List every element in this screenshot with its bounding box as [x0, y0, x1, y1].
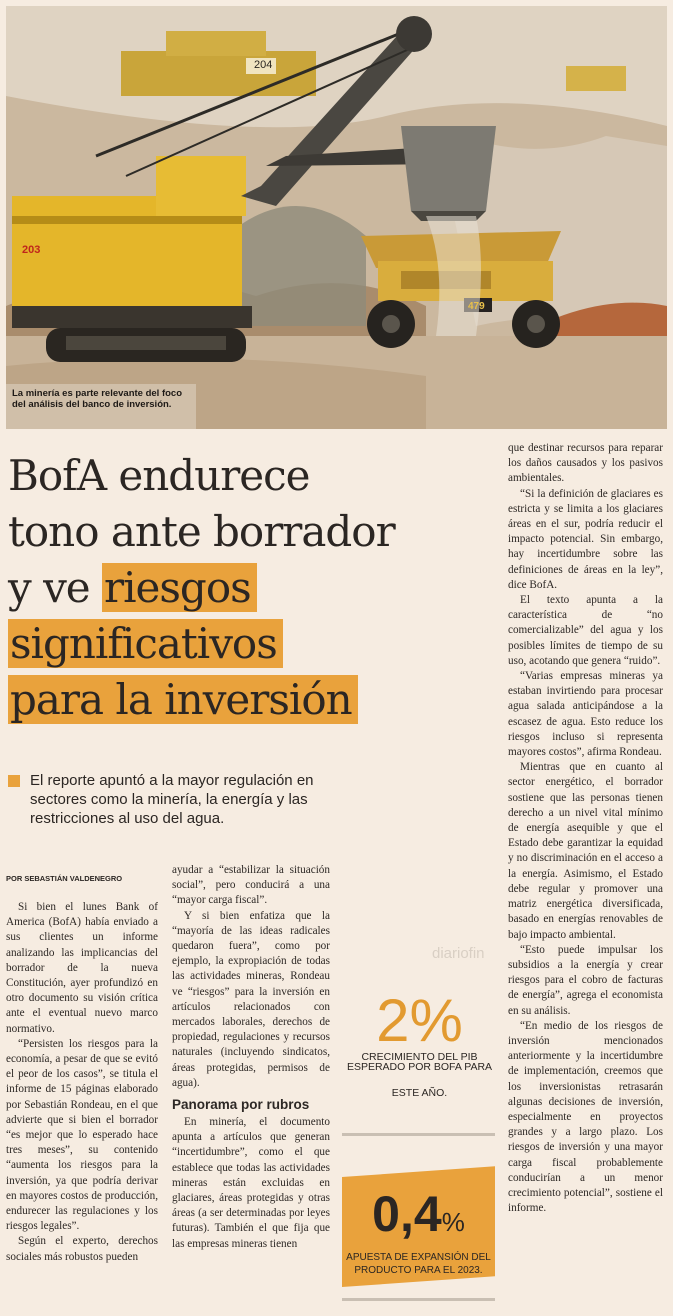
col3-paragraph-7: “En medio de los riesgos de inversión mencionados anteriormente y la incertidumbre de implementación, creemos que los inversionistas retrasarán algunas decisiones de inversión, especialmente en proyectos grandes y a largo plazo. Los riesgos de inversión y una mayor carga fiscal probablemente conducirían a un menor crecimiento potencial”, sostiene el informe.: [508, 1019, 663, 1215]
col1-paragraph-1: Si bien el lunes Bank of America (BofA) había enviado a sus clientes un informe analizando las implicancias del borrador de la nueva Constitución, ayer profundizó en otro documento su visión crítica ante el eventual nuevo marco normativo.: [6, 901, 158, 1035]
headline-line-3: [8, 560, 458, 616]
col2-paragraph-2: Y si bien enfatiza que la “mayoría de las ideas radicales quedaron fuera”, como por ejemplo, la expropiación de todas las actividades mineras, Rondeau ve “riesgos” para la inversión en artículos relacionados con mercados laborales, derechos de propiedad, regulaciones y recursos naturales (incluyendo sindicatos, áreas protegidas, permisos de agua).: [172, 909, 330, 1089]
stat-gdp-growth: [342, 988, 497, 1100]
lead-summary: El reporte apuntó a la mayor regulación en sectores como la minería, la energía y las restricciones al uso del agua.: [30, 772, 314, 827]
watermark: diariofin: [432, 945, 485, 962]
col1-paragraph-2: “Persisten los riesgos para la economía, a pesar de que se evitó el peor de los casos”, se titula el informe de 15 páginas elaborado por Sebastián Rondeau, en el que advierte que si bien el borrador “es mejor que lo esperado hace tres meses”, su contenido “aumenta los riesgos para la inversión, ya que podría derivar en mayores costos de producción, endurecer las regulaciones y los riesgos legales”.: [6, 1037, 158, 1233]
stat-expansion: [342, 1185, 495, 1277]
headline-line-5: [8, 672, 458, 728]
headline-line-3-plain: y ve: [8, 563, 103, 612]
article-column-2: [172, 863, 330, 1252]
stat-gdp-label-1: CRECIMIENTO DEL PIB: [361, 1051, 478, 1063]
stat-divider-bottom: [342, 1298, 495, 1301]
col3-paragraph-4: “Varias empresas mineras ya estaban invirtiendo para procesar agua salada anticipándose a la escasez de agua. Esto reduce los riesgos incluso si representa mayores costos”, afirma Rondeau.: [508, 670, 663, 759]
headline-highlight-inversion: para la inversión: [8, 675, 358, 724]
headline-highlight-riesgos: riesgos: [102, 563, 257, 612]
col3-paragraph-5: Mientras que en cuanto al sector energético, el borrador sostiene que las personas tienen derecho a un nivel vital mínimo de energía asequible y que el Estado debe garantizar la equidad y no discriminación en el acceso a la energía. Asimismo, el Estado debe regular y promover una matriz energética diversificada, basado en energías renovables de bajo impacto ambiental.: [508, 761, 663, 941]
stat-expansion-value: [342, 1185, 495, 1251]
stat-divider-top: [342, 1133, 495, 1136]
subhead-panorama: Panorama por rubros: [172, 1097, 310, 1113]
stat-expansion-number: 0,4: [372, 1186, 442, 1242]
stat-gdp-label-3: ESTE AÑO.: [391, 1087, 448, 1099]
stat-expansion-unit: %: [441, 1207, 465, 1237]
lead-bullet-square: [8, 775, 20, 787]
headline-highlight-significativos: significativos: [8, 619, 283, 668]
stat-gdp-label-2: ESPERADO POR BOFA PARA: [346, 1061, 493, 1073]
article-column-1: [6, 900, 158, 1265]
article-column-3: [508, 441, 663, 1216]
stat-gdp-value: 2%: [376, 987, 463, 1054]
col3-paragraph-6: “Esto puede impulsar los subsidios a la energía y crear riesgos para el cobro de facturas de energía”, agrega el economista en su análisis.: [508, 943, 663, 1017]
col2-paragraph-3: En minería, el documento apunta a artículos que generan “incertidumbre”, como el que establece que todas las actividades mineras están excluidas en glaciares, áreas protegidas y otras áreas (a ser determinadas por leyes futuras). También el que fija que las empresas mineras tienen: [172, 1116, 330, 1250]
col2-paragraph-1: ayudar a “estabilizar la situación social”, pero conducirá a una “mayor carga fiscal”.: [172, 864, 330, 907]
col3-paragraph-2: “Si la definición de glaciares es estricta y se limita a los glaciares áreas en el sur, podría reducir el impacto potencial. Sin embargo, hay incertidumbre sobre las definiciones de áreas en la ley”, dice BofA.: [508, 487, 663, 591]
stat-expansion-label: APUESTA DE EXPANSIÓN DEL PRODUCTO PARA EL 2023.: [346, 1252, 491, 1276]
col3-paragraph-3: El texto apunta a la característica de “no comercializable” del agua y los posibles límites de tiempo de su uso, acotando que genera “ruido”.: [508, 594, 663, 667]
headline-line-1: BofA endurece: [8, 451, 310, 500]
byline: POR SEBASTIÁN VALDENEGRO: [6, 874, 123, 883]
headline-line-2: tono ante borrador: [8, 507, 395, 556]
col1-paragraph-3: Según el experto, derechos sociales más robustos pueden: [6, 1235, 158, 1263]
col3-paragraph-1: que destinar recursos para reparar los daños causados y los pasivos ambientales.: [508, 442, 663, 485]
truck-number-479: 479: [468, 301, 485, 312]
truck-number-204: 204: [254, 59, 273, 71]
headline: [8, 448, 458, 728]
headline-line-4: [8, 616, 458, 672]
truck-number-203: 203: [22, 244, 41, 256]
mining-illustration: [6, 6, 667, 429]
photo-caption: La minería es parte relevante del foco del análisis del banco de inversión.: [12, 388, 183, 410]
mining-photo: [6, 6, 667, 429]
